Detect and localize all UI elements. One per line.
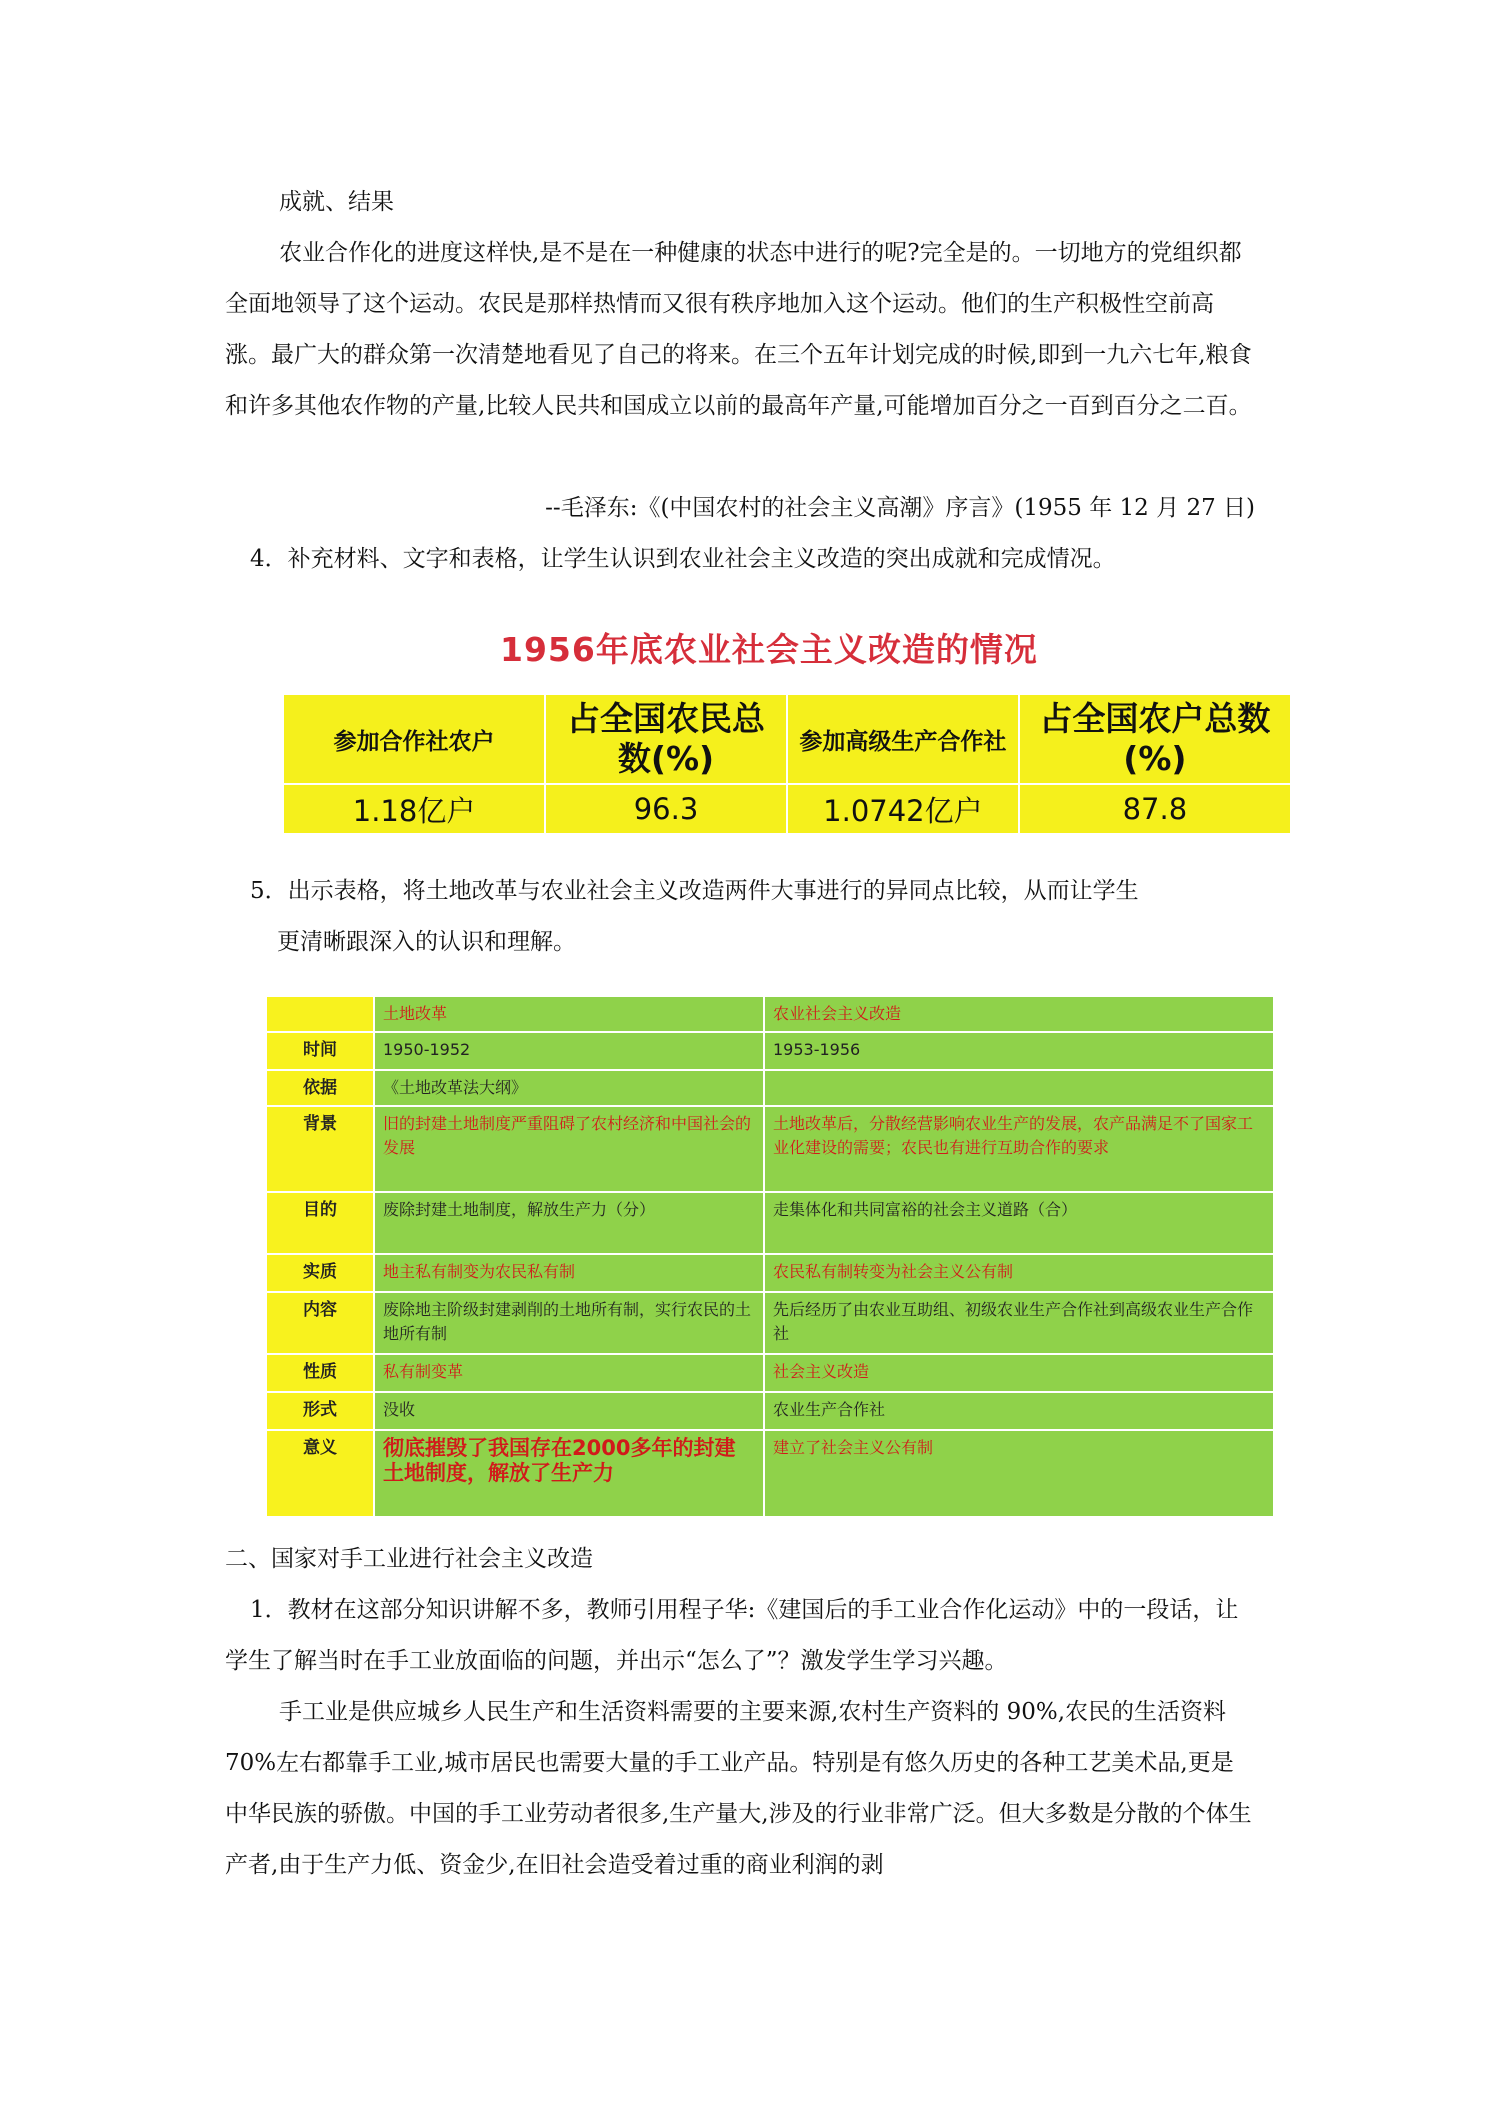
table1-value-2: 96.3 [545, 784, 787, 834]
table2-cell-b: 土地改革后，分散经营影响农业生产的发展，农产品满足不了国家工业化建设的需要；农民也有进行互助合作的要求 [764, 1106, 1274, 1192]
table2-corner [266, 996, 374, 1032]
table2-row-label: 内容 [266, 1292, 374, 1354]
table2-row-label: 依据 [266, 1070, 374, 1106]
comparison-table [265, 995, 1275, 1518]
table2-cell-a: 废除地主阶级封建剥削的土地所有制，实行农民的土地所有制 [374, 1292, 764, 1354]
table2-cell-b: 农民私有制转变为社会主义公有制 [764, 1254, 1274, 1292]
table2-cell-a: 《土地改革法大纲》 [374, 1070, 764, 1106]
table2-cell-a: 旧的封建土地制度严重阻碍了农村经济和中国社会的发展 [374, 1106, 764, 1192]
table1-value-3: 1.0742亿户 [787, 784, 1019, 834]
table2-cell-b: 1953-1956 [764, 1032, 1274, 1070]
table2-row-label: 形式 [266, 1392, 374, 1430]
table2-cell-b: 走集体化和共同富裕的社会主义道路（合） [764, 1192, 1274, 1254]
table2-row-label: 性质 [266, 1354, 374, 1392]
table2-row-label: 目的 [266, 1192, 374, 1254]
table1-header-1: 参加合作社农户 [283, 694, 545, 784]
quote-source: --毛泽东:《(中国农村的社会主义高潮》序言》(1955 年 12 月 27 日) [545, 495, 1255, 521]
table1-value-4: 87.8 [1019, 784, 1291, 834]
table1-value-1: 1.18亿户 [283, 784, 545, 834]
table2-cell-a: 地主私有制变为农民私有制 [374, 1254, 764, 1292]
item-5-line-2: 更清晰跟深入的认识和理解。 [277, 929, 576, 955]
table2-row-label: 背景 [266, 1106, 374, 1192]
table2-cell-b: 农业生产合作社 [764, 1392, 1274, 1430]
table2-row-label: 时间 [266, 1032, 374, 1070]
table2-cell-b [764, 1070, 1274, 1106]
item-1: 1．教材在这部分知识讲解不多，教师引用程子华:《建国后的手工业合作化运动》中的一段话，让学生了解当时在手工业放面临的问题，并出示“怎么了”？激发学生学习兴趣。 [225, 1597, 1239, 1674]
quote-paragraph: 农业合作化的进度这样快,是不是在一种健康的状态中进行的呢?完全是的。一切地方的党组织都全面地领导了这个运动。农民是那样热情而又很有秩序地加入这个运动。他们的生产积极性空前高涨。最广大的群众第一次清楚地看见了自己的将来。在三个五年计划完成的时候,即到一九六七年,粮食和许多其他农作物的产量,比较人民共和国成立以前的最高年产量,可能增加百分之一百到百分之二百。 [225, 240, 1252, 419]
table1-header-4: 占全国农户总数(%) [1019, 694, 1291, 784]
item-4: 4．补充材料、文字和表格，让学生认识到农业社会主义改造的突出成就和完成情况。 [250, 546, 1116, 572]
table1 [282, 693, 1292, 835]
handicraft-paragraph: 手工业是供应城乡人民生产和生活资料需要的主要来源,农村生产资料的 90%,农民的生活资料 70%左右都靠手工业,城市居民也需要大量的手工业产品。特别是有悠久历史的各种工艺美术品,更是中华民族的骄傲。中国的手工业劳动者很多,生产量大,涉及的行业非常广泛。但大多数是分散的个体生产者,由于生产力低、资金少,在旧社会造受着过重的商业利润的剥 [225, 1699, 1252, 1878]
table1-title: 1956年底农业社会主义改造的情况 [500, 630, 1038, 669]
table2-row-label: 实质 [266, 1254, 374, 1292]
table2-cell-b: 社会主义改造 [764, 1354, 1274, 1392]
section-heading-achievements: 成就、结果 [279, 189, 394, 215]
table2-cell-a: 没收 [374, 1392, 764, 1430]
table2-cell-b: 建立了社会主义公有制 [764, 1430, 1274, 1517]
table2-row-label: 意义 [266, 1430, 374, 1517]
table2-cell-b: 先后经历了由农业互助组、初级农业生产合作社到高级农业生产合作社 [764, 1292, 1274, 1354]
table2-col-header-1: 土地改革 [374, 996, 764, 1032]
table2-cell-a: 私有制变革 [374, 1354, 764, 1392]
item-5-line-1: 5．出示表格，将土地改革与农业社会主义改造两件大事进行的异同点比较，从而让学生 [250, 878, 1139, 904]
table1-header-3: 参加高级生产合作社 [787, 694, 1019, 784]
section-heading-handicraft: 二、国家对手工业进行社会主义改造 [225, 1546, 593, 1572]
table2-cell-a: 彻底摧毁了我国存在2000多年的封建土地制度，解放了生产力 [374, 1430, 764, 1517]
table2-cell-a: 1950-1952 [374, 1032, 764, 1070]
table2-cell-a: 废除封建土地制度，解放生产力（分） [374, 1192, 764, 1254]
table1-header-2: 占全国农民总数(%) [545, 694, 787, 784]
table2-col-header-2: 农业社会主义改造 [764, 996, 1274, 1032]
